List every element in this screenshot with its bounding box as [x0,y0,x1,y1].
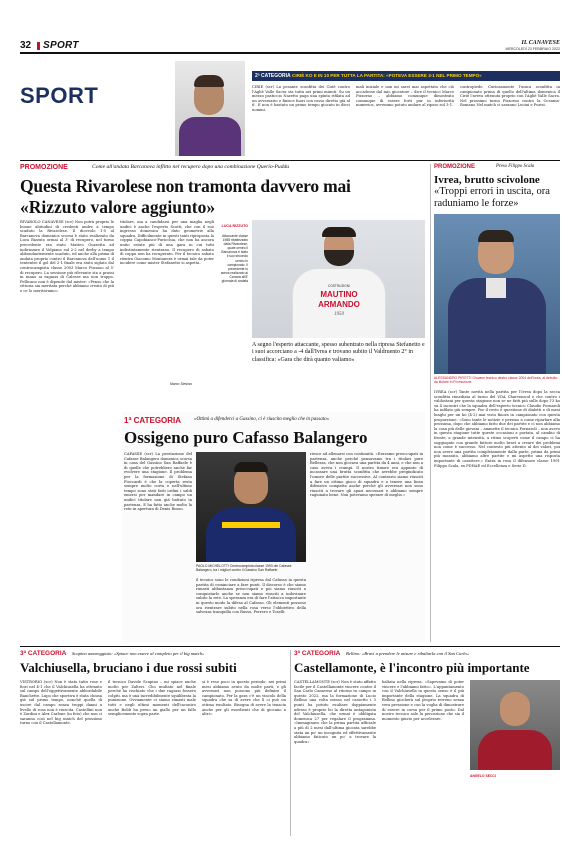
cat1-kicker: «Ottimi a difenderci a Gassino, ci è riuscito meglio che in passato» [194,417,330,422]
michelotti-photo [196,452,306,562]
cat1-col2: il tecnico sono le condizioni ripresa dal Cafasso in questa partita di cominciare a fare punti. Il discorso è che siamo rimasti abbastanza preoccupati e poi siamo riusciti a conquistarlo anche se non siamo riusciti a indovinare subito la rete. La speranza era di fare l'attacco importante in questo modo la difesa al Cafasso. Gli elementi possono ora rientrare subito nella rosa verso l'obbiettivo della salvezza tranquilla con Russo, Ferrero e Toselli. [196,578,306,615]
rizzuto-name: LUCA RIZZUTO [221,224,248,228]
cat3b-col2: baltata nella ripresa. «Sapevamo di poter vincere e l'abbiamo fatto». L'appuntamento con il Valchiusella in questo senso è il più importante della stagione. La squadra di Bellino giocherà sul proprio terreno senza vera pressione e con la voglia di dimostrare di essere in corsa per il primo posto. Dal nostro tecnico sale la percezione che sia il momento giusto per accelerare. [382,680,464,721]
bottom-divider [20,646,560,647]
cat2-text-col3: contropiede. Curiosamente l'unica sconfitta in campionato prima di quello dell'ultima domenica il Ciriè l'aveva ottenuta proprio con l'Agliè Valle Sacra. Nel prossimo turno Pizzorno contro la Oceania-Romano Nel match ci saranno Lucini e Purisi. [460,85,560,108]
promo1-photo-caption: A segno l'esperto attaccante, spesso subentrato nella ripresa Stefanetto e i suoi accorciano a -4 dall'Ivrea e trovano subito il Valdruento 2° in classifica: «Gara che dirà quanto valiamo» [252,342,425,363]
section-divider [20,160,560,161]
promo1-kicker: Come all'andata Barcanova inflitto nel recupero dopo una combinazione Querio-Puddu [92,164,290,170]
column-rule [430,164,431,642]
section-name: SPORT [43,40,79,51]
promo2-kicker: Preso Filippo Scala [496,164,535,169]
sport-banner [20,61,560,156]
cat1-col1: CAFASSE (scr) La prestazione del Cafasse Balangero domenica scorsa in casa del Gassino San Raffaele è di quelle che potrebbero anche far evolvere una stagione. Il problema per la formazione di Stefano Fioccardi è che la coperta resta sempre molto corta e nell'ultimo tempo sono stati fatti ordini i saldi emersi per mandare in campo un undici titolare non già battuto in partenza. E ha fatto anche molto la rete in apertura di Denis Russo. [124,452,192,512]
promo1-label: PROMOZIONE [20,164,68,171]
promo2-label: PROMOZIONE [434,164,476,170]
secci-photo [470,680,560,770]
article-castellamonte [294,650,560,836]
article-cafasse [122,412,425,642]
shirt-sponsor-line1: COSTRUZIONI [328,284,350,288]
cat3a-col2: il tecnico Davide Scapino – mi spiace anche molto per Zalteri. Cho multato nel finale perché ha rischiato che i due ragazzi fossero colpiti, ma è una incredibilmente squilibrata la punizione. Ovviamente ci siamo rimasti male tutti e negli ultimi momenti dell'incontro anche Boldi ha preso un giallo per un fallo semplicemente sopra parte. [108,680,196,717]
promo1-col1: RIVAROLO CANAVESE (scr) Non potrà proprio le buone abitudini di credenti andre a tempo scaduto la Rivarolese. Il dicevolo 1-0 al Barcanova domenica scorsa è stato realizzato da Luca Rizzuto ormai al 3' di recupero, nel turno precedente era stato Matteo Guzzetta ad indirizzare il Volpiano sul 2-2 nel derby a tempo abbondantemente scaduto, ed anche alla prima di andata proprio contro il Barcanova dell'uomo 1 il tententre il gol del 2-1 finale era stato siglato dal centrocampista classe 2003 Marco Fossaso al 5' di recupero. La sessione più rilevante sta a prassi in mano ai ragazzi di Calesse ma non troppo. Pellicano non è dipende dal mister: «Penso che la vittoria sia meritata perché abbiamo creato di più e ce lo meritavamo». [20,220,114,293]
cat2-text-col2: mali iniziale e non mi sarei mai aspettato che ciò accadesse dal mio giocatore – dice il tecnico Marco Pizzorno – abbiamo comunque dimostrato comunque di essere forti pur in inferiorità numerica, avremmo potuto andare al riposo sul 3-1. [356,85,454,108]
cat2-title: CIRIÈ KO E IN 10 PER TUTTA LA PARTITA: «POTEVA ESSERE 3-1 NEL PRIMO TEMPO» [292,73,482,78]
cat3a-headline: Valchiusella, bruciano i due rossi subiti [20,660,237,675]
cat2-text-col1: CIRIÈ (scr) La pesante sconfitta dei Ciriè contro l'Agliè Valle Sacra sta tutta nei primi minuti. Su un mezzo pasticcio Nazetto paga una spinta rifilata ad un avversario e finisce fuori con rosso diretto già al 6'. E non è bastato un primo tempo giocato in dieci uomini. [252,85,350,112]
promo2-headline: Ivrea, brutto scivolone [434,174,540,186]
shirt-sponsor-line3: ARMANDO [318,300,360,309]
article-ivrea [434,164,560,642]
promo1-headline: Questa Rivarolese non tramonta davvero mai [20,176,351,196]
cat1-headline: Ossigeno puro Cafasso Balangero [124,428,368,447]
page-header [20,40,560,54]
cat1-label: 1ª CATEGORIA [124,416,182,425]
cat3b-kicker: Bellino: «Bravi a prendere le misure e ribaltarla con il San Carlo» [346,651,470,656]
cat3b-col1: CASTELLAMONTE (scr) Non è stato affatto facile per il Castellamonte vincere contro il San Carlo Canavese al ritorno in campo in questo 2022, ma la formazione di Lucio Bellino una volta messo nel cassetto i 3 punti ha potuto esultare doppiamente adesso è proprio lei la diretta antagonista del Valchiusella, che ormai è obbligata domenica 27 per regalare il programma. «Immaginavo che la prima partita ufficiale a più di 2 mesi dall'ultima giocata sarebbe stata un po' un incognita ed effettivamente abbiamo faticato un po' a trovare la quadra». [294,680,376,744]
article-valchiusella [20,650,286,836]
issue-date: MERCOLEDÌ 23 FEBBRAIO 2022 [505,47,560,51]
secci-caption: ANGELO SECCI [470,774,496,778]
rizzuto-photo [252,220,425,338]
cat3a-kicker: Scapino amareggiato: «Spiace non essere al completo per il big match» [72,651,205,656]
rizzuto-caption: Attaccante classe 1988 ribattezzato dalla Rivarolese, quale centro il Barcanova è stato il suo secondo centro in campionato. Il precedente lo aveva realizzato al Carrara all'8' giornata di andata [220,234,248,284]
section-marker [37,42,40,50]
promo1-col2: titolare, ma a candidarsi per una maglia negli undici è anche l'esperto Scotti, che con il suo ingresso domenica ha dato geometrie alla squadra. Difficilmente in questi tanti riproposta la coppia Capobianco-Puricchia, che non ha ancora unito estate più di una gara in cui tutti indistintamente rientrano. Il recupero di sabato di coppa non ha recuperato. Per il tecnico sabato rientra Giacomo Montonera è ormai tale da poter incidere come mister Stefanetto si aspetta. [120,220,214,266]
cat2-strip [252,71,560,81]
cat3a-label: 3ª CATEGORIA [20,650,67,657]
page-number: 32 [20,40,32,51]
michelotti-caption: PAOLO MICHELOTTI Centrocampista classe 1993 del Cafasse Balangero, tra i migliori contro il Gassino San Raffaele [196,564,292,573]
cat3b-label: 3ª CATEGORIA [294,650,341,657]
cat3b-headline: Castellamonte, è l'incontro più importante [294,660,530,675]
coach-photo [175,61,245,156]
shirt-sponsor-line2: MAUTINO [320,290,358,299]
pirotti-photo [434,214,560,374]
paper-name: IL CANAVESE [521,40,560,46]
sport-label: SPORT [20,83,99,108]
promo2-text: IVREA (scr) Tante novità nella partita per l'Ivrea dopo la secca sconfitta rimediata al turno del VDA Charvensod e che contro i valdostani per questa stagione non se ne fatti più sulle dopo l'3 ko su 4 incontri che la squadra dell'esperto tecnico Claudio Fornaroli ha infilato già sempre. Per il resto è questione di dialetti e di mesi lunghi per un ko (4-2) mai visto finora in campionato con questa proporzione. «Sono tante le notizie e persino a come riparlare alla prossima, dopo che abbiamo fatto due dei partite e ci non abbiamo la cosa più delle giovani – ammette il tecnico Fornaroli – non avevo in questa stagione tutte queste occasioni a portata, al cambio di fronte, a grande intensità, a ritmo scoperti come il campo ci ha soggiogato con grande fattore molto bravi a creare dei problemi non come è successo. Nel contesto più attento al dei valori, poi non avere una partita completamente dalla parte, prima da primi più mozzato, abbiamo altre partite e mi aspetto una risposta importante di carattere.» Entra in rosa il difensore classe 1991 Filippo Scala, ex PDHAE ed Eccellenza e Serie D. [434,390,560,468]
cat3a-col1: VISTRORIO (scr) Non è stato tutto rose e fiori nel 4-1 che il Valchiusella ha ottenuto sul campo dell'oggettivamente abbordabile Banchette. Lupo che sportiva è stata chiusa già sul primo tempo, nonché quella di uscire dal campo senza troppi danni a livello di rosa non è riuscita. Castellini non è Zardini e Alex Carlone (in foto) che non ci saranno così nel big match del prossimo turno con il Castellamonte. [20,680,102,726]
article-rivarolese [20,164,425,436]
bottom-column-rule [290,650,291,836]
promo1-photo-credit: Marco Stesina [170,382,192,386]
cat1-col3: riesce ad allenarsi con continuità. «Eravamo preoccupati in partenza, anche perché pensavamo tra i titolari pure Bellezza, che non giocava una partita da 4 anni, e che non a caso aveva i crampi. Il nostro timore era appunto di incassare una brutta sconfitta che avrebbe pregiudicato l'umore delle partite successive. Al contrario siamo riusciti a fare un ottimo gioco di squadra e a tenere una linea difensiva compatta anche perché gli avversari non sono riusciti a trovare gli spazi necessari e abbiamo sempre ragionato bene. Non potevamo sperare di meglio.» [310,452,423,498]
cat3a-col3: si è reso poco in questo periodo: nei primi mesi abbiamo avuto da molte parti, e gli avversari non possono più definire il campionato. Per la gara c'è un vincolo della squadra che sa di avere che lì ci può un ottimo risultato. Bisogna di avere la tenacia anche per gli esordienti che di giocano a altri». [202,680,286,717]
pirotti-caption: ALESSANDRO PIROTTI Giovane tecnico destro classe 2004 dell'Ivrea, al debutto da titolare in Promozione [434,376,558,385]
cat2-label: 2ª CATEGORIA [255,73,291,79]
promo1-subheadline: «Rizzuto valore aggiunto» [20,197,216,217]
shirt-sponsor-year: 1950 [334,312,344,317]
promo2-subheadline: «Troppi errori in uscita, ora raduniamo le forze» [434,186,550,209]
